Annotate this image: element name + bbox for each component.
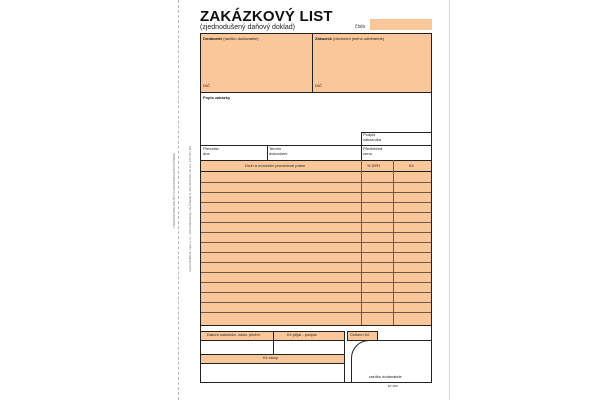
customer-box[interactable] bbox=[313, 34, 431, 92]
col-czk-header: Kč bbox=[409, 163, 414, 168]
col-vat-header: % DPH bbox=[367, 163, 381, 168]
form-title: ZAKÁZKOVÝ LIST bbox=[200, 8, 333, 25]
deadline-label: Termín dokončení bbox=[269, 146, 288, 156]
side-print-text: Vydal HOBLUS, spol. s r.o., Dolní Měcholupy, Na Čihadle 5, 102 00 Praha 10, tel.: 272 701 110 bbox=[188, 145, 192, 272]
words-field[interactable] bbox=[201, 363, 344, 382]
order-form bbox=[200, 33, 432, 383]
received-label: Kč přijal - podpis bbox=[287, 332, 317, 337]
customer-dic-label: DIČ bbox=[315, 83, 322, 88]
description-label: Popis zakázky bbox=[203, 95, 231, 100]
form-subtitle: (zjednodušený daňový doklad) bbox=[200, 24, 295, 31]
side-print-text-2: TISKOPIS PRO POUŽITÍ S PROPISOVACÍM PAPÍREM bbox=[172, 153, 176, 228]
description-field[interactable] bbox=[201, 100, 431, 144]
perforation-line bbox=[178, 0, 179, 400]
accepted-label: Převzato dne bbox=[203, 146, 219, 156]
signature-label: Podpis zákazníka bbox=[363, 132, 382, 142]
words-label: Kč slovy bbox=[263, 355, 278, 360]
supplier-box[interactable] bbox=[201, 34, 312, 92]
col-work-header: Druh a množství provedené práce bbox=[245, 163, 306, 168]
total-label: Celkem Kč bbox=[350, 332, 370, 337]
supplier-label: Dodavatel (razítko dodavatele) bbox=[203, 36, 259, 41]
form-code: ET 093 bbox=[388, 384, 398, 388]
estimated-price-label: Předběžná cena bbox=[363, 146, 383, 156]
number-label: číslo bbox=[355, 24, 366, 30]
stamp-label: razítko dodavatele bbox=[369, 374, 402, 379]
date-label: Datum uskutečn. zdan. plnění bbox=[207, 332, 260, 337]
number-field[interactable] bbox=[370, 19, 432, 30]
customer-label: Zákazník (obchodní jméno odběratele) bbox=[315, 36, 385, 41]
supplier-dic-label: DIČ bbox=[203, 83, 210, 88]
